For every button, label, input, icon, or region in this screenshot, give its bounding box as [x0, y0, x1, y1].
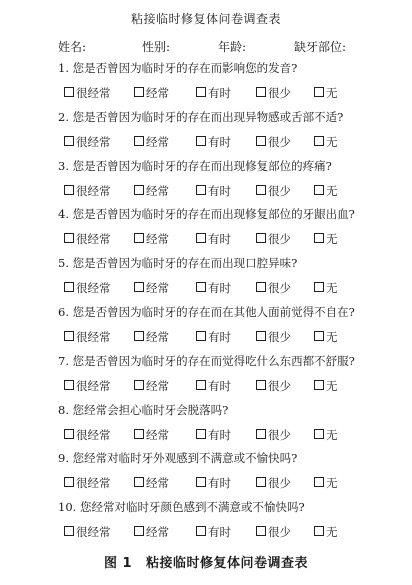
- checkbox-square-icon[interactable]: [196, 185, 206, 195]
- option-label: 有时: [208, 232, 231, 246]
- checkbox-square-icon[interactable]: [196, 233, 206, 243]
- option-label: 很少: [268, 330, 291, 344]
- option-label: 有时: [208, 379, 231, 393]
- option-checkbox[interactable]: [64, 183, 111, 199]
- checkbox-square-icon[interactable]: [256, 526, 266, 536]
- checkbox-square-icon[interactable]: [64, 87, 74, 97]
- question-9-options: [64, 475, 364, 491]
- option-label: 很经常: [76, 86, 111, 100]
- option-checkbox[interactable]: [256, 134, 291, 150]
- option-checkbox[interactable]: [196, 183, 231, 199]
- option-checkbox[interactable]: [134, 85, 169, 101]
- option-checkbox[interactable]: [64, 329, 111, 345]
- option-label: 无: [326, 281, 338, 295]
- option-label: 经常: [146, 525, 169, 539]
- form-title: 粘接临时修复体问卷调查表: [130, 12, 281, 26]
- option-checkbox[interactable]: [256, 329, 291, 345]
- option-label: 经常: [146, 86, 169, 100]
- option-label: 很少: [268, 379, 291, 393]
- checkbox-square-icon[interactable]: [134, 380, 144, 390]
- checkbox-square-icon[interactable]: [256, 380, 266, 390]
- option-checkbox[interactable]: [196, 427, 231, 443]
- option-label: 无: [326, 184, 338, 198]
- option-label: 有时: [208, 428, 231, 442]
- option-label: 有时: [208, 330, 231, 344]
- option-label: 很经常: [76, 232, 111, 246]
- option-checkbox[interactable]: [314, 280, 338, 296]
- question-8-options: [64, 427, 364, 443]
- option-checkbox[interactable]: [196, 134, 231, 150]
- checkbox-square-icon[interactable]: [196, 136, 206, 146]
- option-label: 很少: [268, 135, 291, 149]
- checkbox-square-icon[interactable]: [64, 282, 74, 292]
- question-3-text: 3. 您是否曾因为临时牙的存在而出现修复部位的疼痛?: [58, 159, 332, 173]
- option-label: 无: [326, 428, 338, 442]
- option-checkbox[interactable]: [314, 183, 338, 199]
- option-label: 无: [326, 476, 338, 490]
- option-checkbox[interactable]: [64, 231, 111, 247]
- option-label: 经常: [146, 476, 169, 490]
- option-label: 很少: [268, 184, 291, 198]
- option-label: 经常: [146, 428, 169, 442]
- question-5-text: 5. 您是否曾因为临时牙的存在而出现口腔异味?: [58, 256, 298, 270]
- checkbox-square-icon[interactable]: [314, 331, 324, 341]
- option-checkbox[interactable]: [134, 475, 169, 491]
- figure-number: 图 1: [103, 556, 133, 571]
- option-label: 经常: [146, 184, 169, 198]
- option-checkbox[interactable]: [256, 85, 291, 101]
- option-checkbox[interactable]: [314, 524, 338, 540]
- checkbox-square-icon[interactable]: [256, 477, 266, 487]
- option-checkbox[interactable]: [134, 329, 169, 345]
- checkbox-square-icon[interactable]: [134, 477, 144, 487]
- option-checkbox[interactable]: [256, 378, 291, 394]
- option-label: 经常: [146, 232, 169, 246]
- age-field[interactable]: 年龄:: [218, 40, 247, 54]
- option-label: 很少: [268, 428, 291, 442]
- checkbox-square-icon[interactable]: [64, 477, 74, 487]
- option-label: 无: [326, 330, 338, 344]
- question-10-options: [64, 524, 364, 540]
- checkbox-square-icon[interactable]: [64, 380, 74, 390]
- option-label: 经常: [146, 379, 169, 393]
- question-7-text: 7. 您是否曾因为临时牙的存在而觉得吃什么东西都不舒服?: [58, 354, 355, 368]
- checkbox-square-icon[interactable]: [314, 87, 324, 97]
- gender-field[interactable]: 性别:: [142, 40, 171, 54]
- question-4-options: [64, 231, 364, 247]
- checkbox-square-icon[interactable]: [314, 185, 324, 195]
- option-checkbox[interactable]: [256, 427, 291, 443]
- question-6-text: 6. 您是否曾因为临时牙的存在而在其他人面前觉得不自在?: [58, 305, 355, 319]
- checkbox-square-icon[interactable]: [64, 429, 74, 439]
- option-label: 无: [326, 525, 338, 539]
- option-checkbox[interactable]: [196, 475, 231, 491]
- question-6-options: [64, 329, 364, 345]
- checkbox-square-icon[interactable]: [314, 429, 324, 439]
- checkbox-square-icon[interactable]: [134, 87, 144, 97]
- option-checkbox[interactable]: [134, 134, 169, 150]
- option-label: 很少: [268, 86, 291, 100]
- checkbox-square-icon[interactable]: [256, 87, 266, 97]
- option-label: 经常: [146, 281, 169, 295]
- option-checkbox[interactable]: [134, 524, 169, 540]
- option-label: 很经常: [76, 379, 111, 393]
- option-checkbox[interactable]: [256, 183, 291, 199]
- checkbox-square-icon[interactable]: [134, 185, 144, 195]
- checkbox-square-icon[interactable]: [256, 185, 266, 195]
- option-checkbox[interactable]: [134, 231, 169, 247]
- option-label: 很少: [268, 281, 291, 295]
- option-checkbox[interactable]: [314, 134, 338, 150]
- option-label: 有时: [208, 281, 231, 295]
- checkbox-square-icon[interactable]: [134, 136, 144, 146]
- option-checkbox[interactable]: [196, 524, 231, 540]
- option-checkbox[interactable]: [64, 378, 111, 394]
- option-label: 无: [326, 232, 338, 246]
- checkbox-square-icon[interactable]: [196, 331, 206, 341]
- option-label: 经常: [146, 330, 169, 344]
- checkbox-square-icon[interactable]: [314, 477, 324, 487]
- question-1-text: 1. 您是否曾因为临时牙的存在而影响您的发音?: [58, 61, 298, 75]
- checkbox-square-icon[interactable]: [256, 282, 266, 292]
- question-4-text: 4. 您是否曾因为临时牙的存在而出现修复部位的牙龈出血?: [58, 207, 355, 221]
- option-label: 很经常: [76, 135, 111, 149]
- option-checkbox[interactable]: [196, 378, 231, 394]
- checkbox-square-icon[interactable]: [134, 526, 144, 536]
- option-label: 无: [326, 379, 338, 393]
- option-label: 很经常: [76, 281, 111, 295]
- checkbox-square-icon[interactable]: [64, 185, 74, 195]
- option-label: 无: [326, 86, 338, 100]
- option-checkbox[interactable]: [256, 280, 291, 296]
- option-checkbox[interactable]: [314, 475, 338, 491]
- option-checkbox[interactable]: [314, 231, 338, 247]
- question-8-text: 8. 您经常会担心临时牙会脱落吗?: [58, 403, 229, 417]
- option-checkbox[interactable]: [64, 85, 111, 101]
- checkbox-square-icon[interactable]: [134, 429, 144, 439]
- missing-tooth-site-field[interactable]: 缺牙部位:: [294, 40, 347, 54]
- checkbox-square-icon[interactable]: [314, 282, 324, 292]
- option-label: 很经常: [76, 525, 111, 539]
- question-1-options: [64, 85, 364, 101]
- option-checkbox[interactable]: [64, 524, 111, 540]
- checkbox-square-icon[interactable]: [64, 136, 74, 146]
- checkbox-square-icon[interactable]: [64, 233, 74, 243]
- option-checkbox[interactable]: [196, 329, 231, 345]
- checkbox-square-icon[interactable]: [314, 136, 324, 146]
- option-checkbox[interactable]: [256, 231, 291, 247]
- checkbox-square-icon[interactable]: [256, 331, 266, 341]
- option-label: 有时: [208, 86, 231, 100]
- option-label: 很少: [268, 232, 291, 246]
- option-label: 很经常: [76, 184, 111, 198]
- option-label: 有时: [208, 135, 231, 149]
- option-checkbox[interactable]: [196, 280, 231, 296]
- figure-caption-text: 粘接临时修复体问卷调查表: [146, 556, 309, 571]
- option-checkbox[interactable]: [64, 427, 111, 443]
- checkbox-square-icon[interactable]: [196, 526, 206, 536]
- checkbox-square-icon[interactable]: [196, 477, 206, 487]
- checkbox-square-icon[interactable]: [314, 380, 324, 390]
- option-label: 有时: [208, 476, 231, 490]
- checkbox-square-icon[interactable]: [64, 526, 74, 536]
- question-2-options: [64, 134, 364, 150]
- checkbox-square-icon[interactable]: [256, 233, 266, 243]
- checkbox-square-icon[interactable]: [134, 282, 144, 292]
- option-checkbox[interactable]: [314, 378, 338, 394]
- question-9-text: 9. 您经常对临时牙外观感到不满意或不愉快吗?: [58, 451, 298, 465]
- checkbox-square-icon[interactable]: [64, 331, 74, 341]
- option-label: 有时: [208, 184, 231, 198]
- checkbox-square-icon[interactable]: [314, 526, 324, 536]
- checkbox-square-icon[interactable]: [196, 282, 206, 292]
- option-checkbox[interactable]: [64, 475, 111, 491]
- checkbox-square-icon[interactable]: [196, 87, 206, 97]
- name-field[interactable]: 姓名:: [58, 40, 87, 54]
- option-checkbox[interactable]: [196, 231, 231, 247]
- checkbox-square-icon[interactable]: [256, 136, 266, 146]
- option-label: 经常: [146, 135, 169, 149]
- checkbox-square-icon[interactable]: [196, 380, 206, 390]
- respondent-info-row: [58, 38, 358, 54]
- option-label: 很经常: [76, 330, 111, 344]
- question-3-options: [64, 183, 364, 199]
- option-checkbox[interactable]: [256, 524, 291, 540]
- checkbox-square-icon[interactable]: [314, 233, 324, 243]
- checkbox-square-icon[interactable]: [196, 429, 206, 439]
- question-2-text: 2. 您是否曾因为临时牙的存在而出现异物感或舌部不适?: [58, 110, 344, 124]
- checkbox-square-icon[interactable]: [134, 331, 144, 341]
- option-label: 很经常: [76, 428, 111, 442]
- option-checkbox[interactable]: [196, 85, 231, 101]
- option-checkbox[interactable]: [64, 280, 111, 296]
- option-checkbox[interactable]: [134, 280, 169, 296]
- option-checkbox[interactable]: [134, 378, 169, 394]
- option-checkbox[interactable]: [314, 427, 338, 443]
- option-checkbox[interactable]: [256, 475, 291, 491]
- checkbox-square-icon[interactable]: [134, 233, 144, 243]
- option-checkbox[interactable]: [314, 329, 338, 345]
- option-label: 有时: [208, 525, 231, 539]
- question-10-text: 10. 您经常对临时牙颜色感到不满意或不愉快吗?: [58, 500, 305, 514]
- option-checkbox[interactable]: [134, 427, 169, 443]
- question-5-options: [64, 280, 364, 296]
- option-label: 很少: [268, 525, 291, 539]
- option-checkbox[interactable]: [134, 183, 169, 199]
- option-checkbox[interactable]: [64, 134, 111, 150]
- question-7-options: [64, 378, 364, 394]
- checkbox-square-icon[interactable]: [256, 429, 266, 439]
- option-label: 很经常: [76, 476, 111, 490]
- option-label: 很少: [268, 476, 291, 490]
- option-checkbox[interactable]: [314, 85, 338, 101]
- figure-caption: [0, 552, 412, 571]
- option-label: 无: [326, 135, 338, 149]
